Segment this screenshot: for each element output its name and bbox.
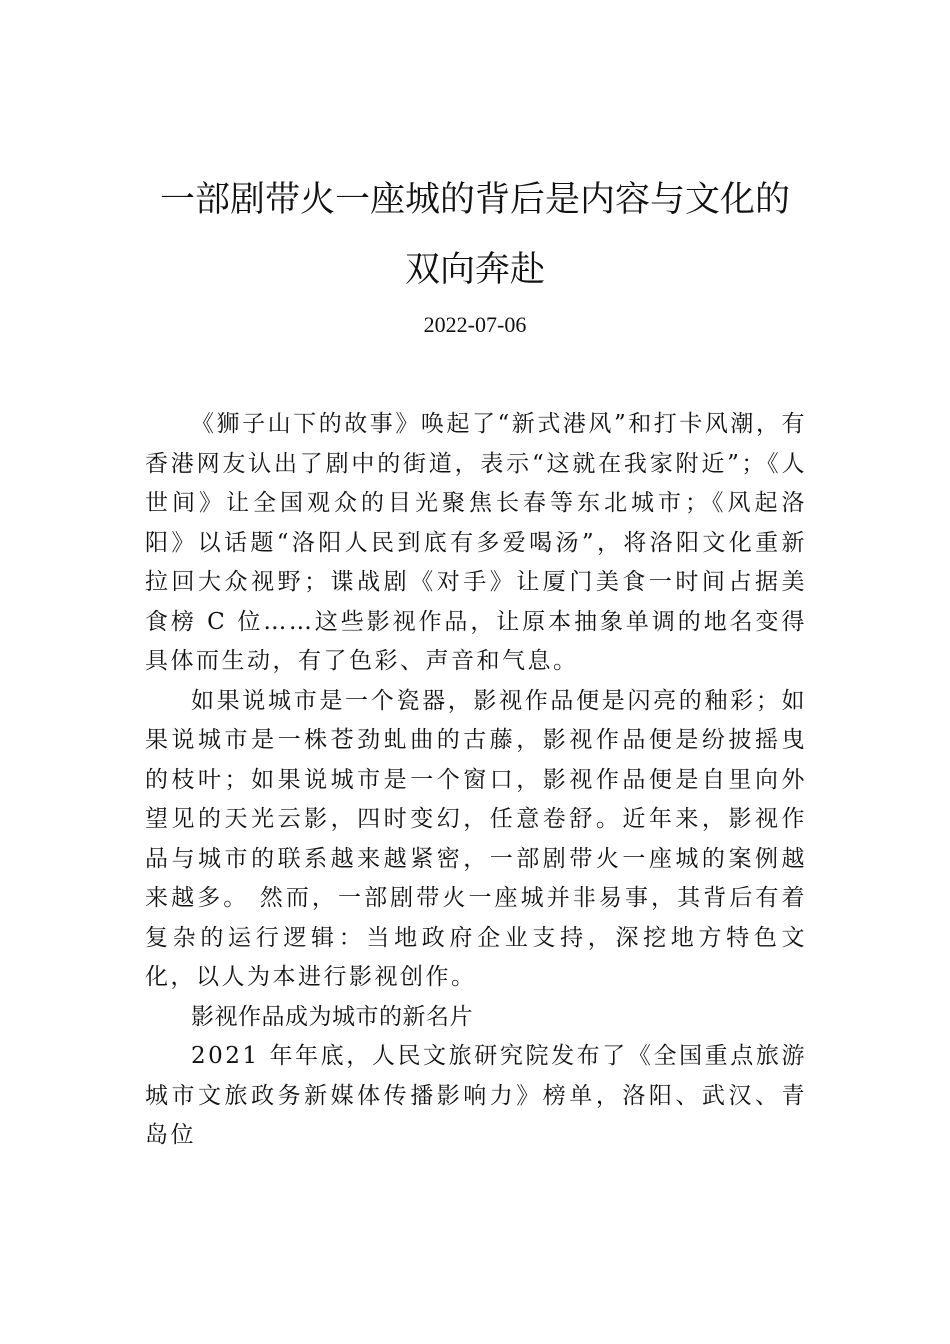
article-body <box>145 405 807 1156</box>
article-title-line-2: 双向奔赴 <box>404 250 545 290</box>
publish-date: 2022-07-06 <box>423 312 527 337</box>
section-heading: 影视作品成为城市的新名片 <box>191 1003 473 1030</box>
article-title-line-1: 一部剧带火一座城的背后是内容与文化的 <box>159 180 790 220</box>
paragraph-1: 《狮子山下的故事》唤起了“新式港风”和打卡风潮，有香港网友认出了剧中的街道，表示“这就在我家附近”；《人世间》让全国观众的目光聚焦长春等东北城市；《风起洛阳》以话题“洛阳人民到底有多爱喝汤”，将洛阳文化重新拉回大众视野；谍战剧《对手》让厦门美食一时间占据美食榜 C 位……这些影视作品，让原本抽象单调的地名变得具体而生动，有了色彩、声音和气息。 <box>145 411 807 674</box>
section-paragraph-1: 2021 年年底，人民文旅研究院发布了《全国重点旅游城市文旅政务新媒体传播影响力》榜单，洛阳、武汉、青岛位 <box>145 1043 807 1148</box>
paragraph-2: 如果说城市是一个瓷器，影视作品便是闪亮的釉彩；如果说城市是一株苍劲虬曲的古藤，影视作品便是纷披摇曳的枝叶；如果说城市是一个窗口，影视作品便是自里向外望见的天光云影，四时变幻，任意卷舒。近年来，影视作品与城市的联系越来越紧密，一部剧带火一座城的案例越来越多。 然而，一部剧带火一座城并非易事，其背后有着复杂的运行逻辑：当地政府企业支持，深挖地方特色文化，以人为本进行影视创作。 <box>145 687 807 990</box>
